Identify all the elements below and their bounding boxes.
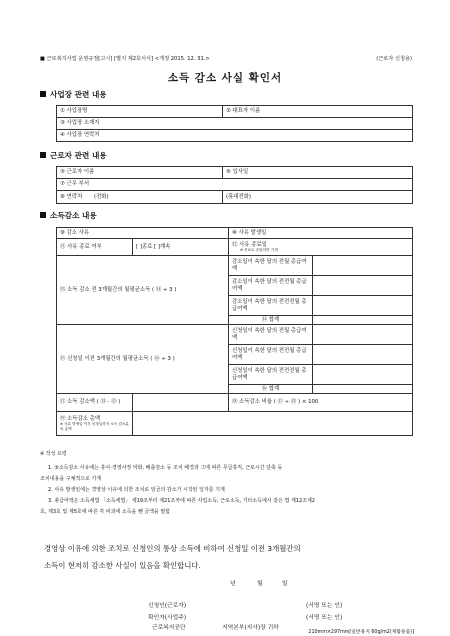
- reduction-total-value[interactable]: [133, 412, 413, 436]
- end-flag-label: ⑪ 사유 종료 여부: [57, 239, 133, 256]
- business-info-table: [56, 105, 413, 142]
- document-title: 소득 감소 사실 확인서: [167, 72, 283, 84]
- section-business-title: 사업장 관련 내용: [50, 90, 107, 99]
- phone-field[interactable]: (전화): [94, 193, 109, 200]
- worker-contact-label: ⑧ 연락처: [60, 193, 83, 200]
- applicant-label: 신청인(근로자): [148, 603, 187, 609]
- month1-before-value[interactable]: [313, 256, 413, 276]
- department-field[interactable]: ⑦ 근무 부서: [57, 179, 413, 191]
- paper-spec: 210mm×297mm[일반용지 60g/m2(재활용품)]: [308, 630, 414, 635]
- worker-info-table: [56, 166, 413, 204]
- month2-apply-value[interactable]: [313, 345, 413, 365]
- business-contact-field[interactable]: ④ 사업장 연락처: [57, 130, 413, 142]
- date-year-label: 년: [230, 581, 236, 587]
- notes-line-1: 1. ⑨소득감소 사유에는 휴사·경영사정 악화, 배출감소 등 조치 배경과 그에 따른 무급휴직, 근로시간 단축 등: [48, 465, 283, 471]
- month3-apply-label: 신청일이 속한 달의 전전전월 총급여액: [229, 365, 313, 385]
- notes-line-3: 3. 총급여액은 소득세법 「소득세법」 제19조부터 제21조까에 따른 사업소득, 근로소득, 기타소득에서 같은 법 제12조제2: [48, 498, 315, 504]
- declaration-line-1: 경영상 이유에 의한 조치로 신청인의 통상 소득에 비하여 신청일 이전 3개월간의: [44, 544, 301, 553]
- month3-before-label: 감소일이 속한 달의 전전전월 총급여액: [229, 296, 313, 316]
- reduction-amount-label: ⑰ 소득 감소액 ( ⑬ - ⑮ ): [57, 394, 133, 412]
- sum14-label: ⑭ 합계: [229, 316, 313, 325]
- month1-apply-label: 신청일이 속한 달의 전월 총급여액: [229, 325, 313, 345]
- month2-before-label: 감소일이 속한 달의 전전월 총급여액: [229, 276, 313, 296]
- mobile-field[interactable]: (휴대전화): [223, 191, 413, 204]
- section-income-title: 소득감소 내용: [50, 211, 97, 220]
- form-header-left: ■ 근로복지사업 운영규정[고시] [별지 제2호서식] <개정 2015. 12. 31.>: [40, 56, 210, 62]
- hire-date-field[interactable]: ⑥ 입사일: [223, 167, 413, 179]
- declaration-text: [44, 540, 301, 574]
- month2-before-value[interactable]: [313, 276, 413, 296]
- recipient-branch: 지역본부(지사)장 귀하: [222, 625, 279, 631]
- section-business-heading: [40, 91, 107, 99]
- sum16-value[interactable]: [313, 385, 413, 394]
- declaration-line-2: 소득이 현저히 감소한 사실이 있음을 확인합니다.: [44, 561, 201, 570]
- square-bullet-icon: [40, 91, 46, 97]
- recipient-org: 근로복지공단: [152, 625, 186, 631]
- month2-apply-label: 신청일이 속한 달의 전전월 총급여액: [229, 345, 313, 365]
- income-reduction-table: [56, 227, 413, 436]
- sum16-label: ⑯ 합계: [229, 385, 313, 394]
- end-date-field[interactable]: ⑫ 사유 종료일: [232, 241, 267, 248]
- confirmer-sign-field[interactable]: (서명 또는 인): [306, 615, 343, 621]
- month1-before-label: 감소일이 속한 달의 전월 총급여액: [229, 256, 313, 276]
- occur-date-field[interactable]: ⑩ 사유 발생일: [229, 228, 413, 239]
- worker-name-field[interactable]: ⑤ 근로자 이름: [57, 167, 223, 179]
- notes-line-3b: 호, 제3호 및 제5호에 따른 각 비과세 소득을 뺀 금액을 말함: [40, 509, 171, 515]
- sum14-value[interactable]: [313, 316, 413, 325]
- notes-heading: ※ 작성 요령: [40, 451, 67, 457]
- section-income-heading: [40, 212, 97, 220]
- month3-apply-value[interactable]: [313, 365, 413, 385]
- business-name-field[interactable]: ① 사업장명: [57, 106, 223, 118]
- reduction-total-label: ⑲ 소득감소 총액: [60, 416, 101, 423]
- reduction-amount-value[interactable]: [133, 394, 229, 412]
- month3-before-value[interactable]: [313, 296, 413, 316]
- form-header-right: (근로자 신청용): [376, 56, 412, 62]
- section-worker-title: 근로자 관련 내용: [50, 151, 107, 160]
- square-bullet-icon: [40, 212, 46, 218]
- applicant-sign-field[interactable]: (서명 또는 인): [306, 603, 343, 609]
- notes-line-2: 2. 사유 발생일에는 경영상 이유에 의한 조치로 임금의 감소가 시작된 일자를 기재: [48, 487, 225, 493]
- representative-field[interactable]: ② 대표자 이름: [223, 106, 413, 118]
- end-date-note: ※ 종료로 응답하면 기재: [240, 248, 278, 253]
- avg-apply-label: ⑮ 신청일 이전 3개월간의 월평균소득 ( ⑯ ÷ 3 ): [57, 325, 229, 394]
- date-day-label: 일: [282, 581, 288, 587]
- end-flag-options[interactable]: [ ]종료 [ ]계속: [133, 239, 229, 256]
- section-worker-heading: [40, 152, 107, 160]
- square-bullet-icon: [40, 152, 46, 158]
- business-address-field[interactable]: ③ 사업장 소재지: [57, 118, 413, 130]
- reduction-ratio-field[interactable]: ⑱ 소득감소 비율 ( ⑰ ÷ ⑬ ) × 100: [229, 394, 413, 412]
- month1-apply-value[interactable]: [313, 325, 413, 345]
- reduction-total-note: ※ 사유 발생일 이후 신청일까지 소득 감소분의 총액: [60, 422, 129, 431]
- date-month-label: 월: [257, 581, 263, 587]
- confirmer-label: 확인자(사업주): [148, 615, 187, 621]
- reduction-reason-field[interactable]: ⑨ 감소 사유: [57, 228, 229, 239]
- notes-line-1b: 조치내용을 구체적으로 기재: [40, 476, 102, 482]
- avg-before-label: ⑬ 소득 감소 전 3개월간의 월평균소득 ( ⑭ ÷ 3 ): [57, 256, 229, 325]
